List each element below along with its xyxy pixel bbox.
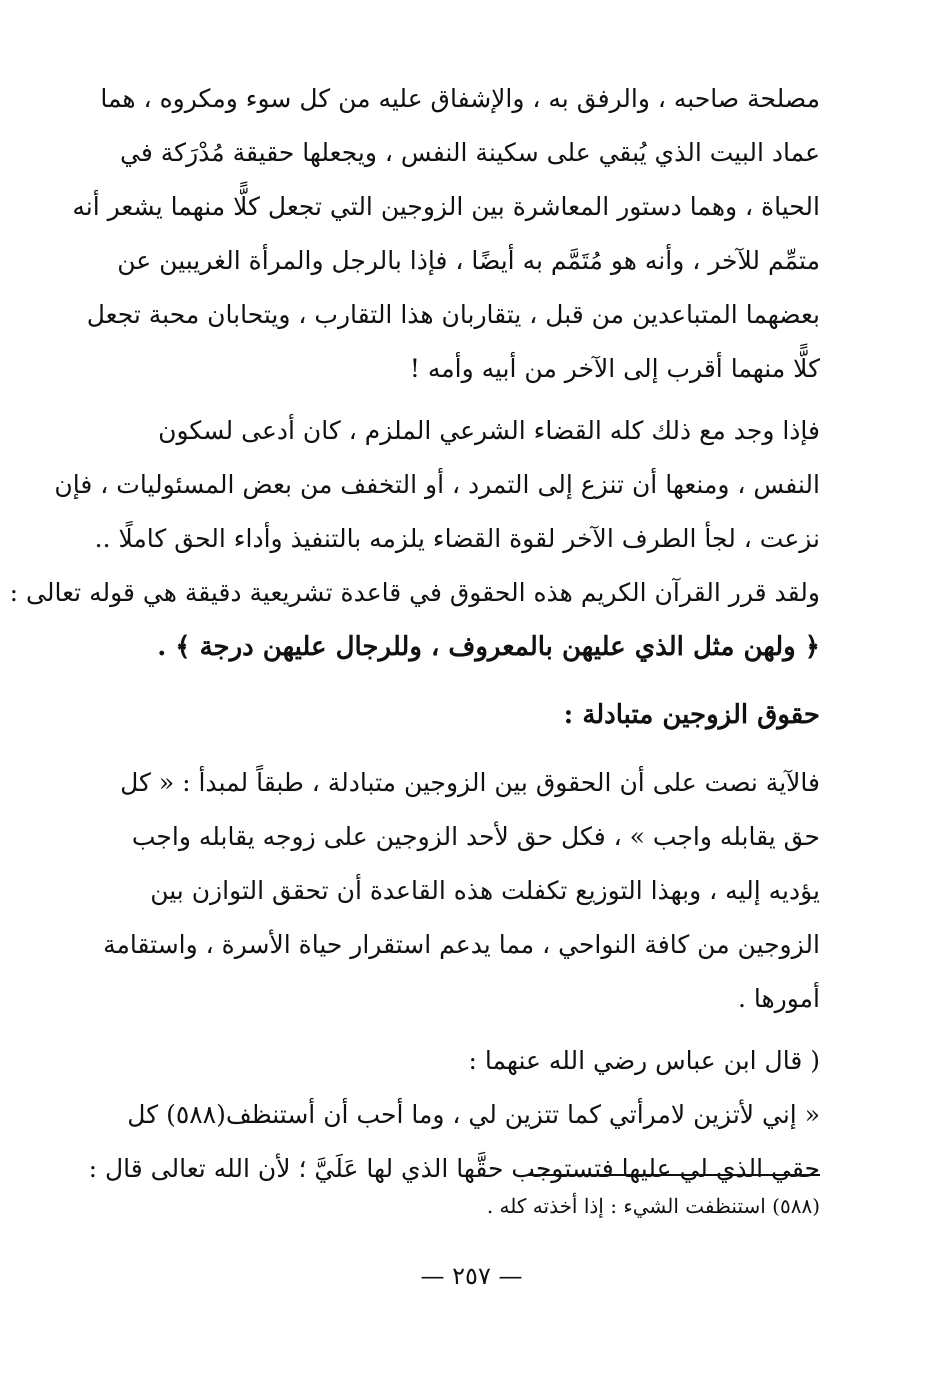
text-line: كلًّا منهما أقرب إلى الآخر من أبيه وأمه ! <box>409 354 820 383</box>
text-line: نزعت ، لجأ الطرف الآخر لقوة القضاء يلزمه بالتنفيذ وأداء الحق كاملًا .. <box>94 524 820 553</box>
text-line: الزوجين من كافة النواحي ، مما يدعم استقرار حياة الأسرة ، واستقامة <box>103 930 820 959</box>
text-line: مصلحة صاحبه ، والرفق به ، والإشفاق عليه من كل سوء ومكروه ، هما <box>100 84 820 113</box>
text-line: « إني لأتزين لامرأتي كما تتزين لي ، وما أحب أن أستنظف(٥٨٨) كل <box>127 1100 820 1129</box>
paragraph-3 <box>103 756 820 1026</box>
page-number: — ٢٥٧ — <box>420 1262 523 1290</box>
text-line: حق يقابله واجب » ، فكل حق لأحد الزوجين على زوجه يقابله واجب <box>131 822 820 851</box>
text-line: النفس ، ومنعها أن تنزع إلى التمرد ، أو التخفف من بعض المسئوليات ، فإن <box>54 470 820 499</box>
text-line: حقي الذي لي عليها فتستوجب حقَّها الذي لها عَلَيَّ ؛ لأن الله تعالى قال : <box>88 1154 820 1183</box>
text-line: أمورها . <box>737 984 820 1013</box>
quran-verse: ﴿ ولهن مثل الذي عليهن بالمعروف ، وللرجال عليهن درجة ﴾ . <box>157 632 820 662</box>
footnote-divider <box>528 1174 820 1176</box>
paragraph-2 <box>9 404 820 674</box>
text-line: ( قال ابن عباس رضي الله عنهما : <box>468 1046 820 1075</box>
main-text-column <box>9 72 820 1196</box>
text-line: متمِّم للآخر ، وأنه هو مُتَمَّم به أيضًا ، فإذا بالرجل والمرأة الغريبين عن <box>117 246 820 275</box>
text-line: فالآية نصت على أن الحقوق بين الزوجين متبادلة ، طبقاً لمبدأ : « كل <box>120 768 820 797</box>
text-line: ولقد قرر القرآن الكريم هذه الحقوق في قاعدة تشريعية دقيقة هي قوله تعالى : <box>9 578 820 607</box>
footnote: (٥٨٨) استنظفت الشيء : إذا أخذته كله . <box>486 1194 820 1218</box>
text-line: بعضهما المتباعدين من قبل ، يتقاربان هذا التقارب ، ويتحابان محبة تجعل <box>86 300 820 329</box>
section-heading-block <box>130 688 820 742</box>
paragraph-1 <box>72 72 820 396</box>
text-line: يؤديه إليه ، وبهذا التوزيع تكفلت هذه القاعدة أن تحقق التوازن بين <box>150 876 820 905</box>
paragraph-5 <box>88 1088 820 1196</box>
text-line: الحياة ، وهما دستور المعاشرة بين الزوجين التي تجعل كلًّا منهما يشعر أنه <box>72 192 820 221</box>
section-heading: حقوق الزوجين متبادلة : <box>563 700 820 730</box>
text-line: فإذا وجد مع ذلك كله القضاء الشرعي الملزم ، كان أدعى لسكون <box>158 416 820 445</box>
paragraph-4 <box>130 1034 820 1088</box>
text-line: عماد البيت الذي يُبقي على سكينة النفس ، ويجعلها حقيقة مُدْرَكة في <box>120 138 820 167</box>
